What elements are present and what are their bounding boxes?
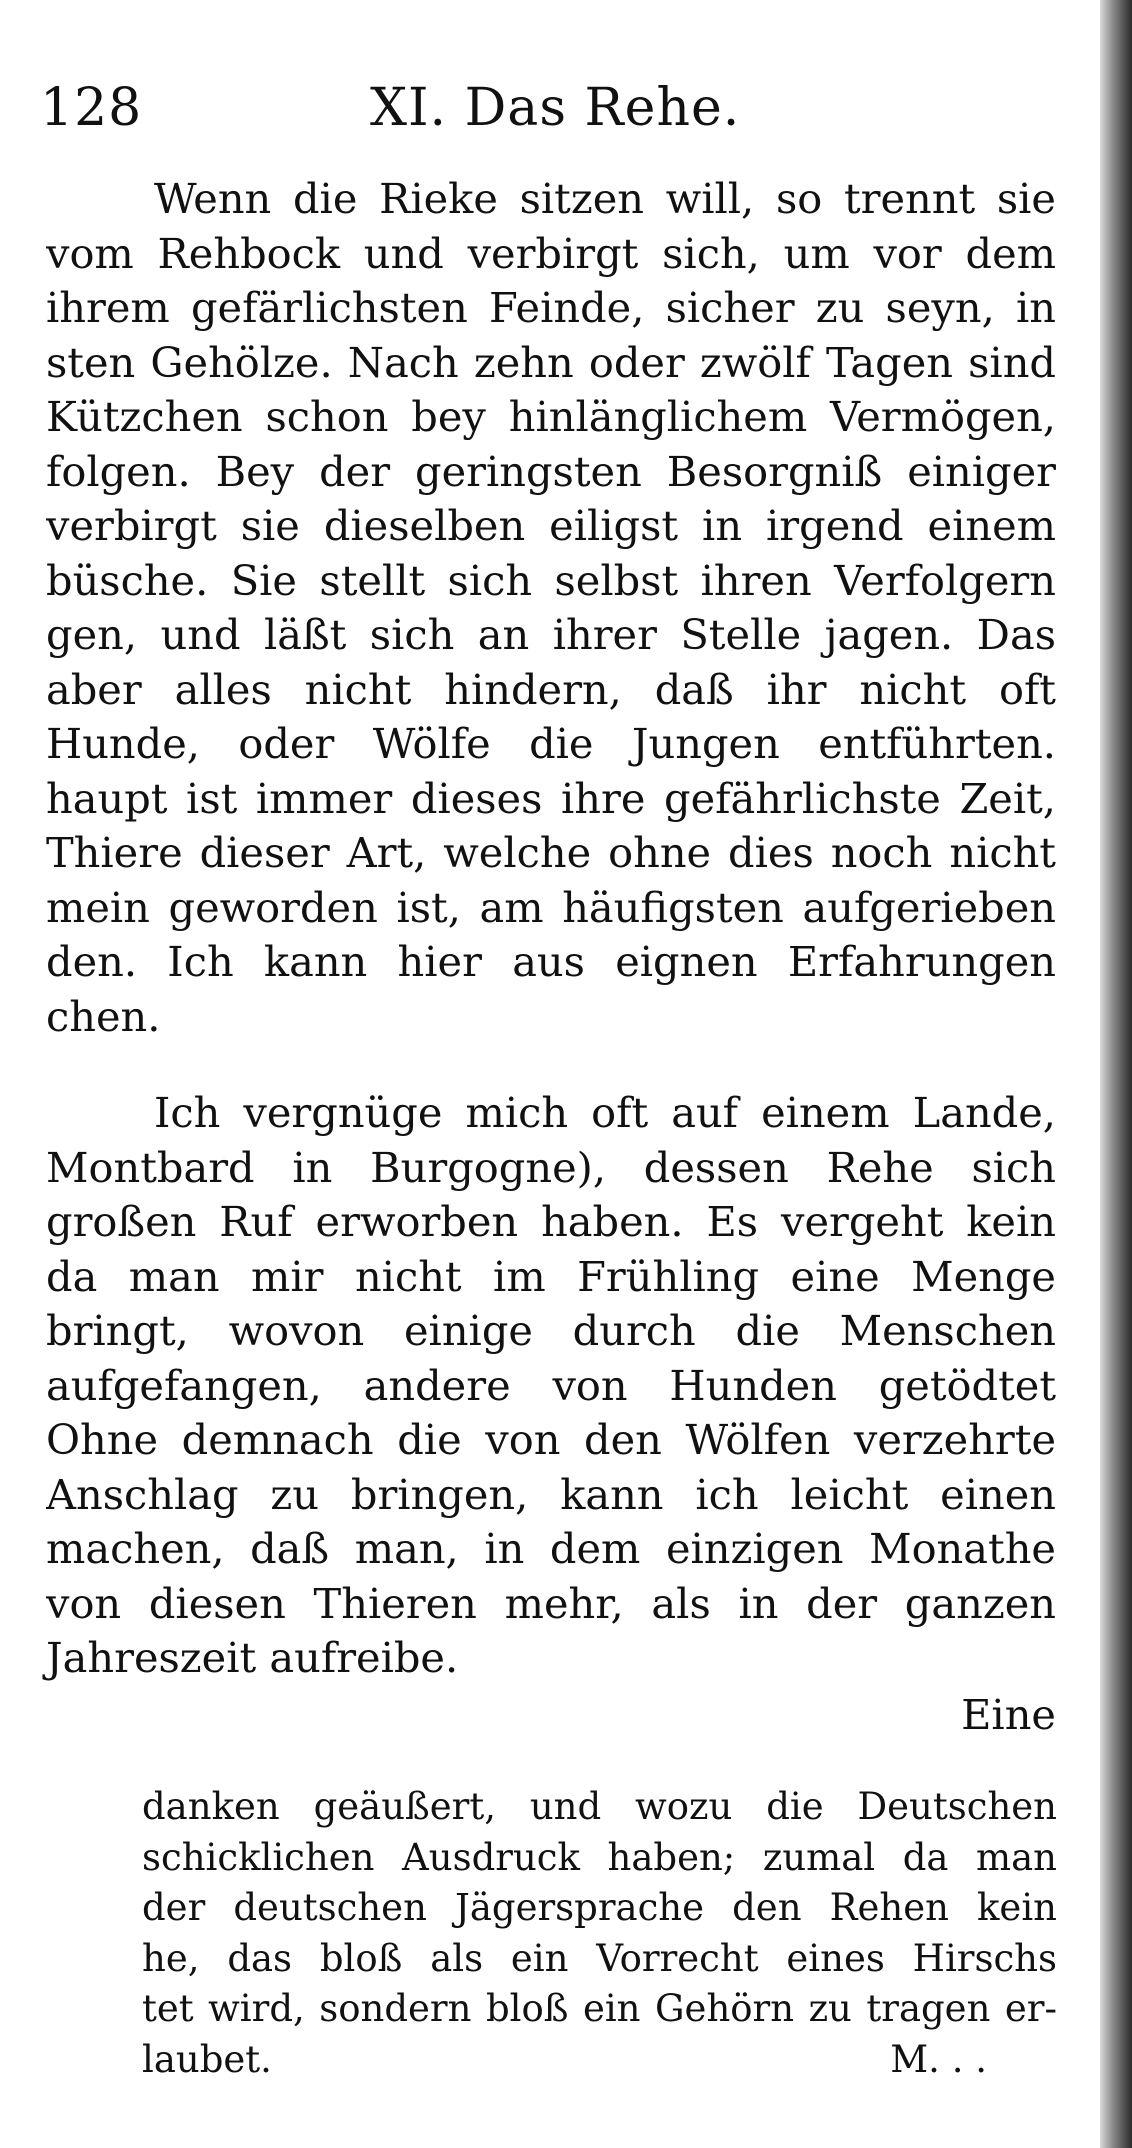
text-line: machen, daß man, in dem einzigen Monathe [46,1524,1056,1573]
footnote-line: schicklichen Ausdruck haben; zumal da man [142,1835,1057,1879]
text-line: Anschlag zu bringen, kann ich leicht einen [46,1469,1056,1519]
footnote-line: tet wird, sondern bloß ein Gehörn zu tragen er- [142,1987,1057,2030]
catchword: Eine [961,1690,1056,1739]
text-line: ihrem gefärlichsten Feinde, sicher zu seyn, in [46,283,1056,332]
text-line: chen. [46,991,161,1041]
text-line: von diesen Thieren mehr, als in der ganzen [46,1578,1056,1628]
footnote [142,1782,1057,2085]
text-line: verbirgt sie dieselben eiligst in irgend einem [46,501,1056,550]
text-line: haupt ist immer dieses ihre gefährlichste Zeit, [46,773,1056,823]
text-line: büsche. Sie stellt sich selbst ihren Verfolgern [46,555,1056,605]
text-line: den. Ich kann hier aus eignen Erfahrungen [46,937,1056,986]
text-line: gen, und läßt sich an ihrer Stelle jagen. Das [46,610,1056,659]
text-line: da man mir nicht im Frühling eine Menge [46,1251,1056,1301]
text-line: großen Ruf erworben haben. Es vergeht kein [46,1197,1056,1246]
footnote-signature: M. . . [890,2037,987,2081]
text-line: bringt, wovon einige durch die Menschen [46,1306,1056,1355]
footnote-line: he, das bloß als ein Vorrecht eines Hirschs [142,1936,1057,1980]
page-number: 128 [40,78,143,138]
footnote-line: danken geäußert, und wozu die Deutschen [142,1785,1057,1828]
page-header [40,78,1040,158]
footnote-line: der deutschen Jägersprache den Rehen kein [142,1886,1057,1929]
text-line: folgen. Bey der geringsten Besorgniß einiger [46,446,1056,496]
footnote-last-line: laubet. [142,2037,272,2081]
body-text [46,172,1056,1686]
paragraph-2 [46,1086,1056,1686]
text-line: Ohne demnach die von den Wölfen verzehrte [46,1415,1056,1464]
paragraph-1 [46,172,1056,1044]
text-line: aber alles nicht hindern, daß ihr nicht oft [46,664,1056,714]
text-line: Jahreszeit aufreibe. [46,1633,459,1682]
text-line: vom Rehbock und verbirgt sich, um vor dem [46,228,1056,278]
text-line: Wenn die Rieke sitzen will, so trennt sie [154,174,1056,223]
text-line: Ich vergnüge mich oft auf einem Lande, [154,1088,1056,1137]
text-line: Kützchen schon bey hinlänglichem Vermögen, [46,392,1056,441]
paragraph-gap [46,1044,1056,1086]
text-line: aufgefangen, andere von Hunden getödtet [46,1360,1056,1410]
text-line: Hunde, oder Wölfe die Jungen entführten. [46,719,1056,768]
text-line: Montbard in Burgogne), dessen Rehe sich [46,1142,1056,1192]
footnote-tail [142,2035,1057,2086]
text-line: mein geworden ist, am häufigsten aufgerieben [46,882,1056,932]
text-line: Thiere dieser Art, welche ohne dies noch nicht [46,828,1056,877]
page-edge-shadow [1100,0,1132,2148]
running-title: XI. Das Rehe. [370,78,741,138]
text-line: sten Gehölze. Nach zehn oder zwölf Tagen sind [46,337,1056,387]
